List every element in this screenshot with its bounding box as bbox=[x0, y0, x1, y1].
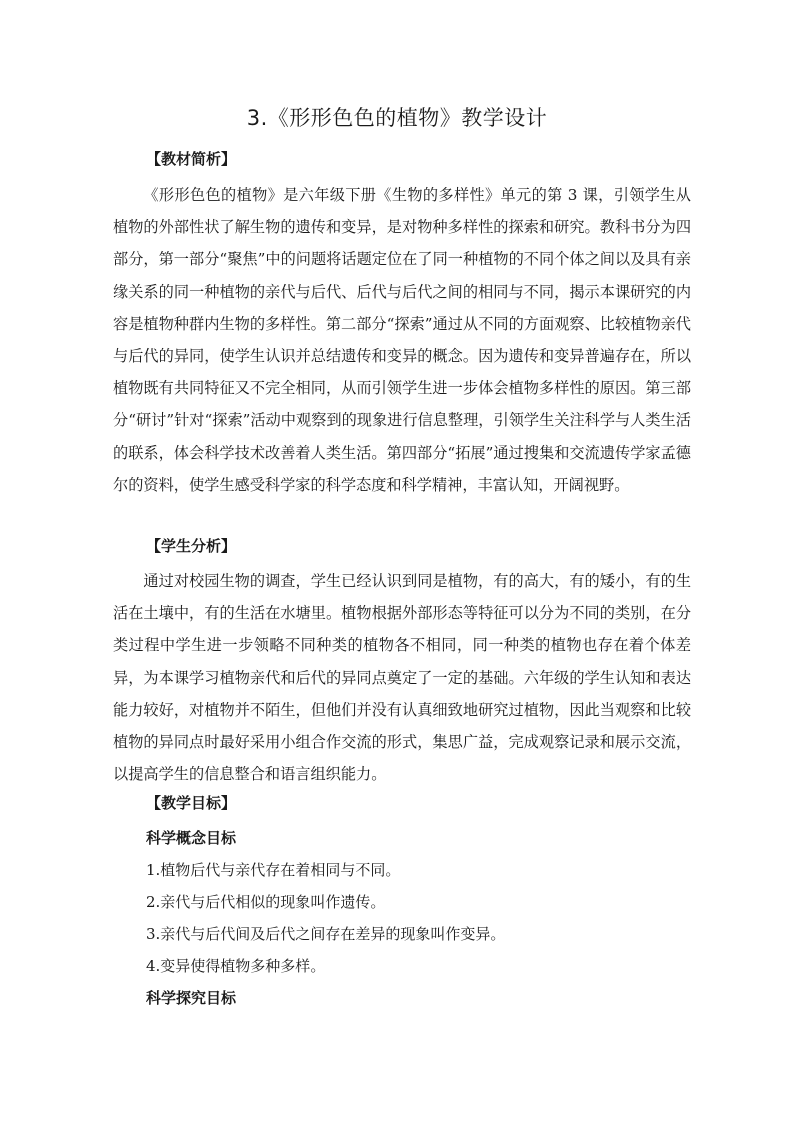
section-heading-goals: 【教学目标】 bbox=[146, 794, 237, 812]
section-heading-students: 【学生分析】 bbox=[146, 537, 237, 555]
concept-goals-heading: 科学概念目标 bbox=[146, 829, 237, 847]
inquiry-goals-heading: 科学探究目标 bbox=[146, 989, 237, 1007]
concept-goal-item: 1.植物后代与亲代存在着相同与不同。 bbox=[146, 861, 401, 879]
document-title: 3.《形形色色的植物》教学设计 bbox=[246, 106, 548, 130]
material-analysis-paragraph: 《形形色色的植物》是六年级下册《生物的多样性》单元的第 3 课，引领学生从植物的外部性状了解生物的遗传和变异，是对物种多样性的探索和研究。教科书分为四部分，第一部分“聚焦”中的问题将话题定位在了同一种植物的不同个体之间以及具有亲缘关系的同一种植物的亲代与后代、后代与后代之间的相同与不同，揭示本课研究的内容是植物种群内生物的多样性。第二部分“探索”通过从不同的方面观察、比较植物亲代与后代的异同，使学生认识并总结遗传和变异的概念。因为遗传和变异普遍存在，所以植物既有共同特征又不完全相同，从而引领学生进一步体会植物多样性的原因。第三部分“研讨”针对“探索”活动中观察到的现象进行信息整理，引领学生关注科学与人类生活的联系，体会科学技术改善着人类生活。第四部分“拓展”通过搜集和交流遗传学家孟德尔的资料，使学生感受科学家的科学态度和科学精神，丰富认知，开阔视野。 bbox=[113, 186, 691, 494]
concept-goal-item: 4.变异使得植物多种多样。 bbox=[146, 957, 326, 975]
student-analysis-paragraph: 通过对校园生物的调查，学生已经认识到同是植物，有的高大，有的矮小，有的生活在土壤中，有的生活在水塘里。植物根据外部形态等特征可以分为不同的类别，在分类过程中学生进一步领略不同种类的植物各不相同，同一种类的植物也存在着个体差异，为本课学习植物亲代和后代的异同点奠定了一定的基础。六年级的学生认知和表达能力较好，对植物并不陌生，但他们并没有认真细致地研究过植物，因此当观察和比较植物的异同点时最好采用小组合作交流的形式，集思广益，完成观察记录和展示交流，以提高学生的信息整合和语言组织能力。 bbox=[113, 572, 691, 784]
concept-goal-item: 2.亲代与后代相似的现象叫作遗传。 bbox=[146, 893, 386, 911]
concept-goal-item: 3.亲代与后代间及后代之间存在差异的现象叫作变异。 bbox=[146, 925, 506, 943]
section-heading-material: 【教材简析】 bbox=[146, 150, 237, 168]
